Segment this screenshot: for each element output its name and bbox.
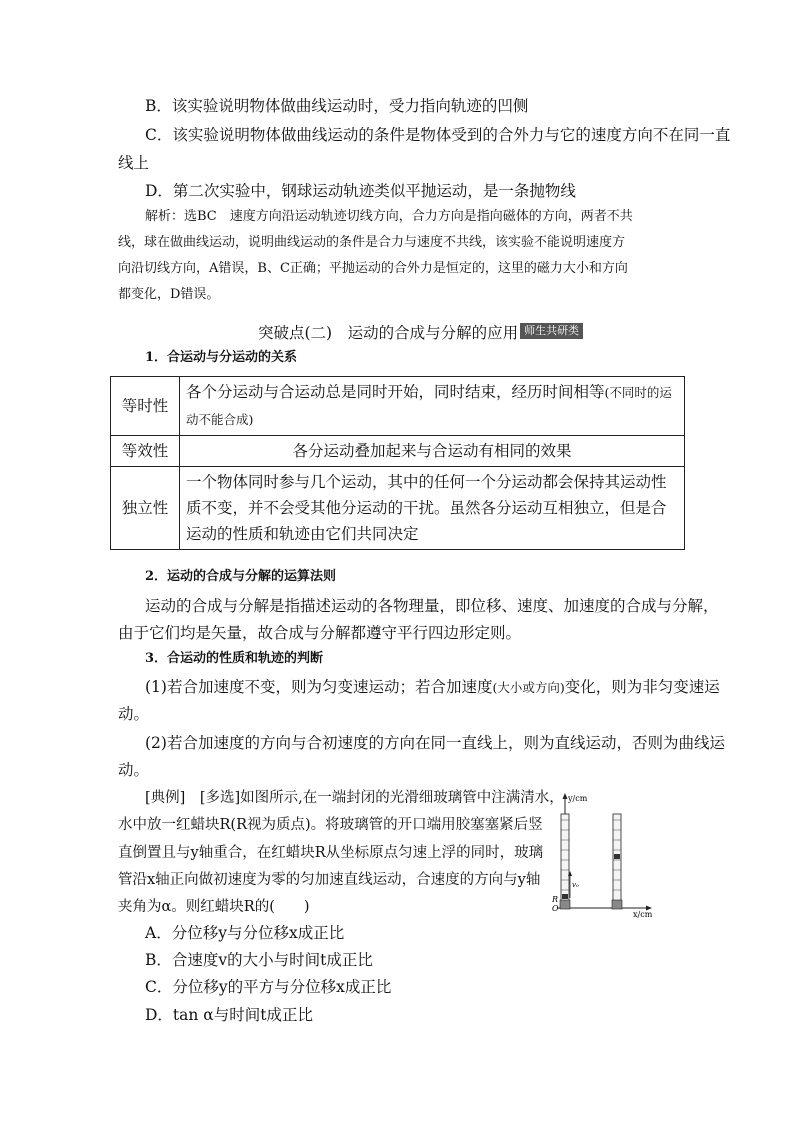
- example-option-b: B．合速度v的大小与时间t成正比: [145, 951, 373, 969]
- point2-line1: 运动的合成与分解是指描述运动的各物理量，即位移、速度、加速度的合成与分解，: [145, 597, 719, 615]
- analysis-line1: 解析：选BC 速度方向沿运动轨迹切线方向，合力方向是指向磁体的方向，两者不共: [145, 209, 633, 224]
- analysis-line4: 都变化，D错误。: [118, 287, 220, 302]
- table-row: [111, 377, 685, 436]
- option-d: D．第二次实验中，钢球运动轨迹类似平抛运动，是一条抛物线: [145, 182, 576, 200]
- point2-line2: 由于它们均是矢量，故合成与分解都遵守平行四边形定则。: [118, 624, 522, 642]
- point3-item1-line2: 动。: [118, 705, 150, 723]
- section-title: 突破点(二) 运动的合成与分解的应用: [258, 324, 519, 342]
- example-line5: 夹角为α。则红蜡块R的( ): [118, 899, 310, 915]
- analysis-line2: 线，球在做曲线运动，说明曲线运动的条件是合力与速度不共线，该实验不能说明速度方: [118, 235, 626, 250]
- example-line2: 水中放一红蜡块R(R视为质点)。将玻璃管的开口端用胶塞塞紧后竖: [118, 817, 543, 833]
- tube-figure: [543, 790, 658, 920]
- glass-tube-moved: [613, 814, 621, 908]
- table-body-cell: [180, 377, 685, 436]
- point1-title: 1．合运动与分运动的关系: [145, 350, 298, 365]
- point3-item2-line1: (2)若合加速度的方向与合初速度的方向在同一直线上，则为直线运动，否则为曲线运: [145, 734, 725, 752]
- example-line4: 管沿x轴正向做初速度为零的匀加速直线运动，合速度的方向与y轴: [118, 872, 541, 888]
- table-head-cell: 等效性: [111, 436, 180, 467]
- origin-label: O: [552, 904, 559, 913]
- glass-tube-start: [561, 814, 569, 908]
- point-r-label: R: [552, 895, 559, 904]
- rubber-stopper: [612, 900, 622, 909]
- example-option-d: D．tan α与时间t成正比: [145, 1006, 314, 1024]
- y-axis-label: y/cm: [568, 794, 588, 803]
- example-option-a: A．分位移y与分位移x成正比: [145, 924, 345, 942]
- table-body-cell: 各分运动叠加起来与合运动有相同的效果: [180, 436, 685, 467]
- red-wax-block: [562, 894, 568, 899]
- table-head-cell: 独立性: [111, 467, 180, 550]
- table-head-cell: 等时性: [111, 377, 180, 436]
- point3-title: 3．合运动的性质和轨迹的判断: [145, 651, 324, 666]
- section-heading: [258, 323, 583, 343]
- section-badge: 师生共研类: [520, 323, 583, 339]
- option-c-line1: C．该实验说明物体做曲线运动的条件是物体受到的合外力与它的速度方向不在同一直: [145, 126, 731, 144]
- option-b: B．该实验说明物体做曲线运动时，受力指向轨迹的凹侧: [145, 97, 529, 115]
- example-line1: [典例] [多选]如图所示,在一端封闭的光滑细玻璃管中注满清水，: [145, 790, 564, 806]
- table-cell-text: 各个分运动与合运动总是同时开始，同时结束，经历时间相等: [186, 383, 605, 401]
- point3-item1-text-a: (1)若合加速度不变，则为匀变速运动；若合加速度: [145, 678, 493, 696]
- x-axis-label: x/cm: [633, 910, 653, 919]
- point3-item1-text-b: 变化，则为非匀变速运: [564, 678, 720, 696]
- relation-table: [110, 376, 685, 550]
- table-row: [111, 436, 685, 467]
- example-option-c: C．分位移y的平方与分位移x成正比: [145, 978, 392, 996]
- table-row: [111, 467, 685, 550]
- point3-item2-line2: 动。: [118, 761, 150, 779]
- point2-title: 2．运动的合成与分解的运算法则: [145, 569, 337, 584]
- example-line3: 直倒置且与y轴重合，在红蜡块R从坐标原点匀速上浮的同时，玻璃: [118, 845, 544, 861]
- rubber-stopper: [560, 900, 570, 909]
- table-cell-note: (不同时的运动不能合成): [186, 385, 672, 427]
- analysis-line3: 向沿切线方向，A错误，B、C正确；平抛运动的合外力是恒定的，这里的磁力大小和方向: [118, 261, 628, 276]
- table-body-cell: 一个物体同时参与几个运动，其中的任何一个分运动都会保持其运动性质不变，并不会受其他分运动的干扰。虽然各分运动互相独立，但是合运动的性质和轨迹由它们共同决定: [180, 467, 685, 550]
- y-axis-arrow: [563, 793, 568, 799]
- red-wax-block: [614, 854, 620, 859]
- point3-item1-note: (大小或方向): [492, 680, 565, 695]
- velocity-label: v₀: [572, 881, 579, 889]
- option-c-line2: 线上: [118, 154, 150, 172]
- point3-item1-line1: [145, 677, 720, 698]
